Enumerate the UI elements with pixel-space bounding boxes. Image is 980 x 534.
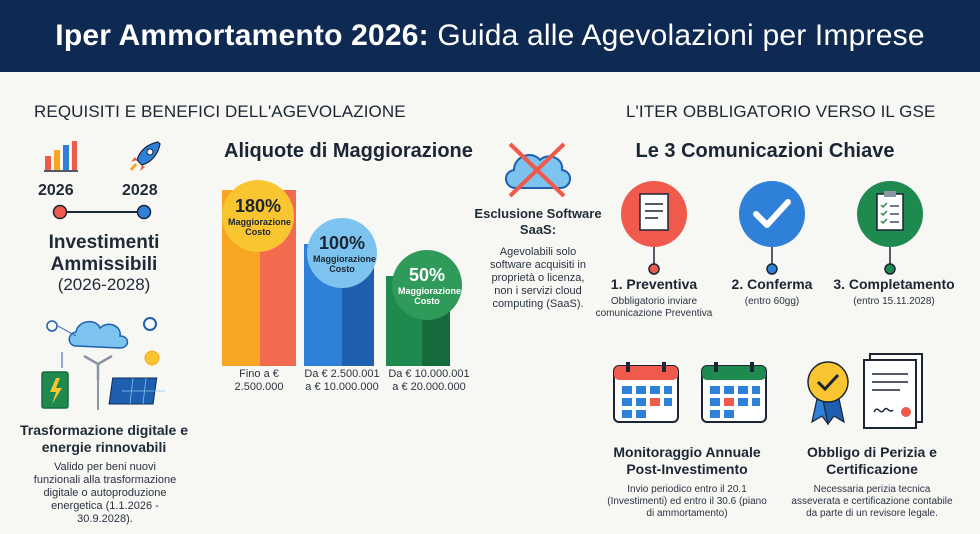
- rate-circle-1: 180% Maggiorazione Costo: [222, 180, 294, 252]
- transform-title: Trasformazione digitale e energie rinnovabili: [19, 422, 189, 455]
- year-end: 2028: [122, 182, 158, 199]
- step-2-desc: (entro 60gg): [744, 296, 800, 307]
- crossed-cloud-icon: [498, 140, 576, 198]
- perizia-title: Obbligo di Perizia e Certificazione: [807, 444, 937, 477]
- checkmark-icon: [736, 180, 808, 276]
- transform-desc: Valido per beni nuovi funzionali alla trasformazione digitale o autoproduzione energetica (1.1.2026 - 30.9.2028).: [33, 461, 177, 525]
- rate-circle-3: 50% Maggiorazione Costo: [392, 250, 462, 320]
- calendar-icon-2: [702, 362, 766, 422]
- section-title-right: L'ITER OBBLIGATORIO VERSO IL GSE: [626, 102, 936, 121]
- timeline-icon: [52, 203, 152, 221]
- monitor-title: Monitoraggio Annuale Post-Investimento: [613, 444, 761, 477]
- rocket-icon: [128, 140, 162, 172]
- document-icon: [618, 180, 690, 276]
- monitor-desc: Invio periodico entro il 20.1 (Investimenti) ed entro il 30.6 (piano di ammortamento): [607, 484, 767, 519]
- rates-title: Aliquote di Maggiorazione: [224, 140, 473, 162]
- year-start: 2026: [38, 182, 74, 199]
- steps-subtitle: Le 3 Comunicazioni Chiave: [635, 140, 895, 162]
- perizia-desc: Necessaria perizia tecnica asseverata e certificazione contabile da parte di un revisore legale.: [791, 484, 953, 519]
- investments-years: (2026-2028): [57, 275, 151, 294]
- rate-circle-2: 100% Maggiorazione Costo: [307, 218, 377, 288]
- section-title-left: REQUISITI E BENEFICI DELL'AGEVOLAZIONE: [34, 102, 406, 121]
- bar-chart-icon: [44, 140, 78, 172]
- step-1-desc: Obbligatorio inviare comunicazione Preventiva: [595, 296, 713, 319]
- rate-label-3: Da € 10.000.001 a € 20.000.000: [388, 368, 470, 393]
- saas-desc: Agevolabili solo software acquisiti in proprietà o licenza, non i servizi cloud computing (SaaS).: [490, 246, 586, 310]
- step-2-title: 2. Conferma: [731, 276, 813, 292]
- step-3-title: 3. Completamento: [833, 276, 955, 292]
- step-3-desc: (entro 15.11.2028): [853, 296, 935, 307]
- certificate-icon: [804, 352, 934, 432]
- checklist-icon: [854, 180, 926, 276]
- step-1-title: 1. Preventiva: [610, 276, 698, 292]
- digital-energy-icon: [38, 312, 172, 412]
- rate-label-2: Da € 2.500.001 a € 10.000.000: [304, 368, 380, 393]
- calendar-icons: [612, 362, 772, 424]
- saas-title: Esclusione Software SaaS:: [474, 206, 602, 237]
- investments-title: Investimenti Ammissibili: [48, 232, 160, 275]
- page-title: Iper Ammortamento 2026: Guida alle Agevolazioni per Imprese: [55, 19, 925, 52]
- rate-label-1: Fino a € 2.500.000: [234, 368, 284, 393]
- calendar-icon-1: [614, 362, 678, 422]
- header-banner: [0, 0, 980, 72]
